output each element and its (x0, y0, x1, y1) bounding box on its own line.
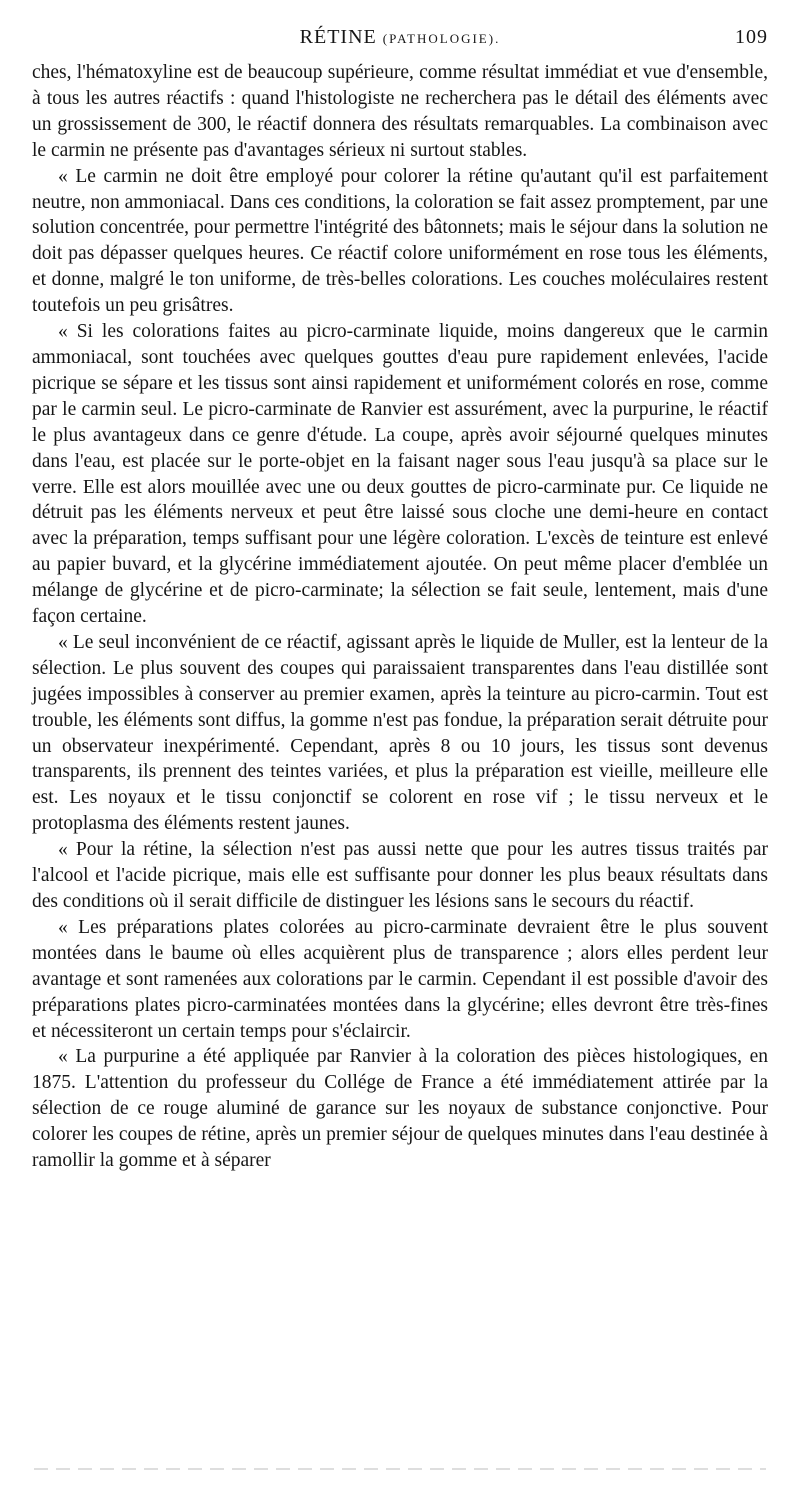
running-title (32, 26, 768, 49)
paragraph-2: « Le carmin ne doit être employé pour colorer la rétine qu'autant qu'il est parfaitement neutre, non ammoniacal. Dans ces conditions, la coloration se fait assez promptement, par une solution concentrée, pour permettre l'intégrité des bâtonnets; mais le séjour dans la solution ne doit pas dépasser quelques heures. Ce réactif colore uniformément en rose tous les éléments, et donne, malgré le ton uniforme, de très-belles colorations. Les couches moléculaires restent toutefois un peu grisâtres. (32, 165, 768, 317)
paragraph-3: « Si les colorations faites au picro-carminate liquide, moins dangereux que le carmin ammoniacal, sont touchées avec quelques gouttes d'eau pure rapidement enlevées, l'acide picrique se sépare et les tissus sont ainsi rapidement et uniformément colorés en rose, comme par le carmin seul. Le picro-carminate de Ranvier est assurément, avec la purpurine, le réactif le plus avantageux dans ce genre d'étude. La coupe, après avoir séjourné quelques minutes dans l'eau, est placée sur le porte-objet en la faisant nager sous l'eau jusqu'à sa place sur le verre. Elle est alors mouillée avec une ou deux gouttes de picro-carminate pur. Ce liquide ne détruit pas les éléments nerveux et peut être laissé sous cloche une demi-heure en contact avec la préparation, temps suffisant pour une légère coloration. L'excès de teinture est enlevé au papier buvard, et la glycérine immédiatement ajoutée. On peut même placer d'emblée un mélange de glycérine et de picro-carminate; la sélection se fait seule, lentement, mais d'une façon certaine. (32, 321, 768, 628)
paragraph-6: « Les préparations plates colorées au picro-carminate devraient être le plus souvent montées dans le baume où elles acquièrent plus de transparence ; alors elles perdent leur avantage et sont ramenées aux colorations par le carmin. Cependant il est possible d'avoir des préparations plates picro-carminatées montées dans la glycérine; elles devront être très-fines et nécessiteront un certain temps pour s'éclaircir. (32, 916, 768, 1042)
running-title-sub: (PATHOLOGIE). (382, 31, 501, 46)
paragraph-7: « La purpurine a été appliquée par Ranvier à la coloration des pièces histologiques, en 1875. L'attention du professeur du Collége de France a été immédiatement attirée par la sélection de ce rouge aluminé de garance sur les noyaux de substance conjonctive. Pour colorer les coupes de rétine, après un premier séjour de quelques minutes dans l'eau destinée à ramollir la gomme et à séparer (32, 1046, 768, 1172)
body-text (32, 60, 768, 1174)
bleed-through-strip (34, 1468, 766, 1470)
running-title-main: RÉTINE (299, 26, 377, 48)
page-number: 109 (735, 26, 768, 48)
running-head (32, 26, 768, 56)
paragraph-5: « Pour la rétine, la sélection n'est pas aussi nette que pour les autres tissus traités par l'alcool et l'acide picrique, mais elle est suffisante pour donner les plus beaux résultats dans des conditions où il serait difficile de distinguer les lésions sans le secours du réactif. (32, 839, 768, 912)
paragraph-1: ches, l'hématoxyline est de beaucoup supérieure, comme résultat immédiat et vue d'ensemble, à tous les autres réactifs : quand l'histologiste ne recherchera pas le détail des éléments avec un grossissement de 300, le réactif donnera des résultats remarquables. La combinaison avec le carmin ne présente pas d'avantages sérieux ni surtout stables. (32, 62, 768, 161)
document-page (32, 26, 768, 1174)
paragraph-4: « Le seul inconvénient de ce réactif, agissant après le liquide de Muller, est la lenteur de la sélection. Le plus souvent des coupes qui paraissaient transparentes dans l'eau distillée sont jugées impossibles à conserver au premier examen, après la teinture au picro-carmin. Tout est trouble, les éléments sont diffus, la gomme n'est pas fondue, la préparation serait détruite pour un observateur inexpérimenté. Cependant, après 8 ou 10 jours, les tissus sont devenus transparents, ils prennent des teintes variées, et plus la préparation est vieille, meilleure elle est. Les noyaux et le tissu conjonctif se colorent en rose vif ; le tissu nerveux et le protoplasma des éléments restent jaunes. (32, 631, 768, 835)
